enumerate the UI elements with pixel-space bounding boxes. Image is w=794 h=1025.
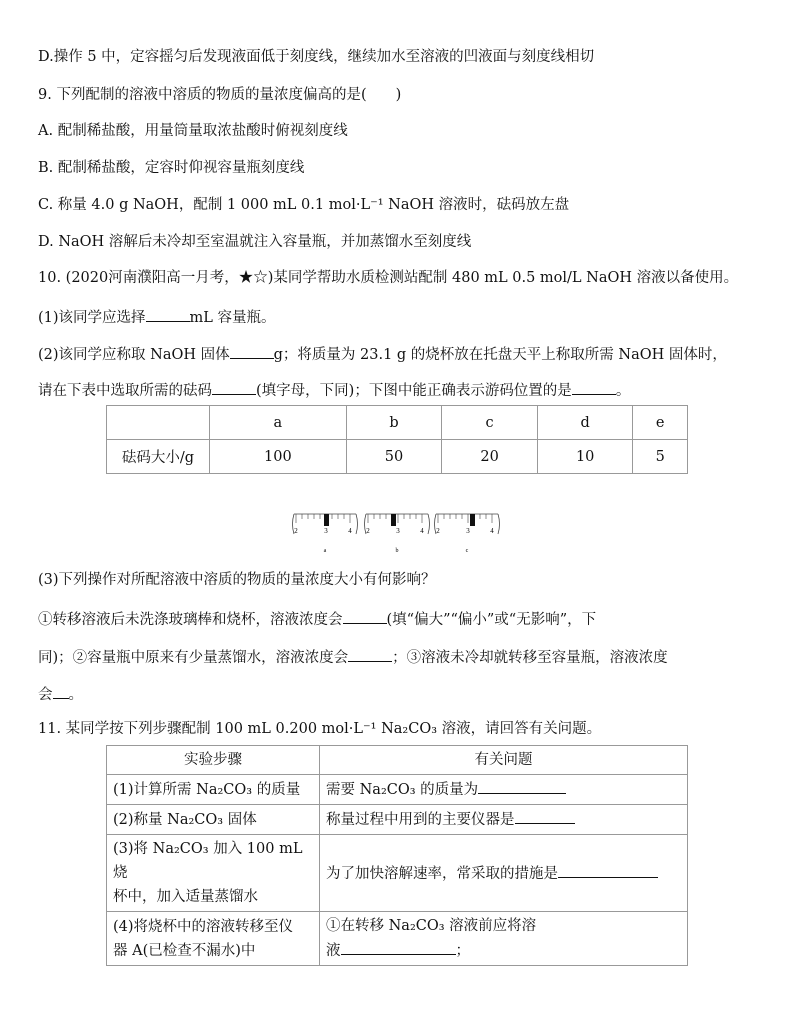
question-9-option-a: A. 配制稀盐酸，用量筒量取浓盐酸时俯视刻度线	[38, 123, 348, 139]
answer-blank[interactable]	[341, 938, 456, 955]
table-header: a	[210, 406, 347, 440]
table-cell: 100	[210, 440, 347, 474]
question-9-option-b: B. 配制稀盐酸，定容时仰视容量瓶刻度线	[38, 160, 305, 176]
ruler-c	[435, 514, 500, 554]
ruler-label: b	[395, 548, 399, 554]
answer-blank[interactable]	[572, 378, 616, 395]
table-cell: 10	[537, 440, 633, 474]
step-cell	[107, 912, 320, 966]
ruler-tick: 4	[420, 527, 424, 535]
table-cell: 20	[442, 440, 538, 474]
step-cell	[107, 835, 320, 912]
question-text: 称量过程中用到的主要仪器是	[326, 812, 515, 828]
q10-2-text-rider: (填字母，下同)；下图中能正确表示游码位置的是	[256, 383, 572, 399]
q10-3-text: ①转移溶液后未洗涤玻璃棒和烧杯，溶液浓度会	[38, 612, 343, 628]
q10-3-text-3: ；③溶液未冷却就转移至容量瓶，溶液浓度	[392, 650, 668, 666]
step-text: (4)将烧杯中的溶液转移至仪	[113, 918, 294, 935]
ruler-tick: 3	[466, 527, 470, 535]
ruler-tick: 2	[436, 527, 440, 535]
question-11-stem: 11. 某同学按下列步骤配制 100 mL 0.200 mol·L⁻¹ Na₂CO₃ 溶液，请回答有关问题。	[38, 721, 602, 737]
question-text: 需要 Na₂CO₃ 的质量为	[326, 782, 479, 798]
question-cell	[320, 912, 688, 966]
table-header: c	[442, 406, 538, 440]
question-text: ；	[455, 943, 470, 959]
row-label: 砝码大小/g	[107, 440, 210, 474]
question-9-option-d: D. NaOH 溶解后未冷却至室温就注入容量瓶，并加蒸馏水至刻度线	[38, 234, 472, 250]
ruler-tick: 4	[348, 527, 352, 535]
ruler-tick: 2	[294, 527, 298, 535]
question-9-option-c: C. 称量 4.0 g NaOH，配制 1 000 mL 0.1 mol·L⁻¹ NaOH 溶液时，砝码放左盘	[38, 197, 570, 213]
answer-blank[interactable]	[343, 607, 387, 624]
question-10-part-2-cont	[38, 378, 630, 401]
question-10-stem: 10. (2020河南濮阳高一月考，★☆)某同学帮助水质检测站配制 480 mL 0.5 mol/L NaOH 溶液以备使用。	[38, 270, 739, 286]
ruler-tick: 2	[366, 527, 370, 535]
q10-3-text-4: 会	[38, 687, 53, 703]
question-cell	[320, 835, 688, 912]
table-row	[107, 805, 688, 835]
ruler-tick: 4	[490, 527, 494, 535]
q10-2-text-cont: g；将质量为 23.1 g 的烧杯放在托盘天平上称取所需 NaOH 固体时，	[273, 347, 727, 363]
question-9-stem: 9. 下列配制的溶液中溶质的物质的量浓度偏高的是( )	[38, 87, 402, 103]
table-row	[107, 406, 688, 440]
table-row	[107, 775, 688, 805]
question-10-part-3: (3)下列操作对所配溶液中溶质的物质的量浓度大小有何影响？	[38, 572, 436, 588]
answer-blank[interactable]	[515, 807, 575, 824]
answer-blank[interactable]	[348, 645, 392, 662]
ruler-tick: 3	[324, 527, 328, 535]
table-row	[107, 746, 688, 775]
q10-1-text: (1)该同学应选择	[38, 310, 146, 326]
table-cell	[107, 406, 210, 440]
question-10-part-2	[38, 342, 727, 365]
q10-3-text-cont: (填“偏大”“偏小”或“无影响”，下	[386, 612, 597, 628]
ruler-b	[365, 514, 430, 554]
q10-2-text: (2)该同学应称取 NaOH 固体	[38, 347, 230, 363]
table-cell: 5	[633, 440, 688, 474]
option-d-prev: D.操作 5 中，定容摇匀后发现液面低于刻度线，继续加水至溶液的凹液面与刻度线相切	[38, 49, 595, 65]
answer-blank[interactable]	[146, 305, 190, 322]
answer-blank[interactable]	[230, 342, 274, 359]
question-10-part-3-a	[38, 607, 596, 630]
ruler-a	[293, 514, 358, 554]
ruler-label: c	[465, 548, 469, 554]
table-header: 有关问题	[320, 746, 688, 775]
ruler-tick: 3	[396, 527, 400, 535]
steps-table	[106, 745, 688, 966]
step-text: (3)将 Na₂CO₃ 加入 100 mL 烧	[113, 841, 303, 881]
table-row	[107, 440, 688, 474]
table-row	[107, 835, 688, 912]
table-header: e	[633, 406, 688, 440]
rider-rulers-figure	[290, 508, 500, 560]
table-header: d	[537, 406, 633, 440]
step-cell: (1)计算所需 Na₂CO₃ 的质量	[107, 775, 320, 805]
answer-blank[interactable]	[212, 378, 256, 395]
question-text: ①在转移 Na₂CO₃ 溶液前应将溶	[326, 918, 537, 934]
step-text: 器 A(已检查不漏水)中	[113, 942, 256, 959]
table-header: b	[346, 406, 442, 440]
step-text: 杯中，加入适量蒸馏水	[113, 889, 258, 905]
q10-1-text-end: mL 容量瓶。	[189, 310, 276, 326]
question-10-part-3-b	[38, 645, 668, 668]
question-text: 液	[326, 943, 341, 959]
question-10-part-1	[38, 305, 276, 328]
question-10-part-3-c	[38, 682, 83, 705]
answer-blank[interactable]	[478, 777, 566, 794]
q10-2-text-weights: 请在下表中选取所需的砝码	[38, 383, 212, 399]
table-row	[107, 912, 688, 966]
question-cell	[320, 775, 688, 805]
weights-table	[106, 405, 688, 474]
table-header: 实验步骤	[107, 746, 320, 775]
q10-3-text-end: 。	[68, 687, 83, 703]
q10-3-text-2: 同)；②容量瓶中原来有少量蒸馏水，溶液浓度会	[38, 650, 349, 666]
answer-blank[interactable]	[53, 682, 69, 699]
question-text: 为了加快溶解速率，常采取的措施是	[326, 865, 558, 882]
ruler-label: a	[323, 548, 327, 554]
q10-2-text-end: 。	[615, 383, 631, 399]
table-cell: 50	[346, 440, 442, 474]
answer-blank[interactable]	[558, 861, 658, 878]
question-cell	[320, 805, 688, 835]
step-cell: (2)称量 Na₂CO₃ 固体	[107, 805, 320, 835]
